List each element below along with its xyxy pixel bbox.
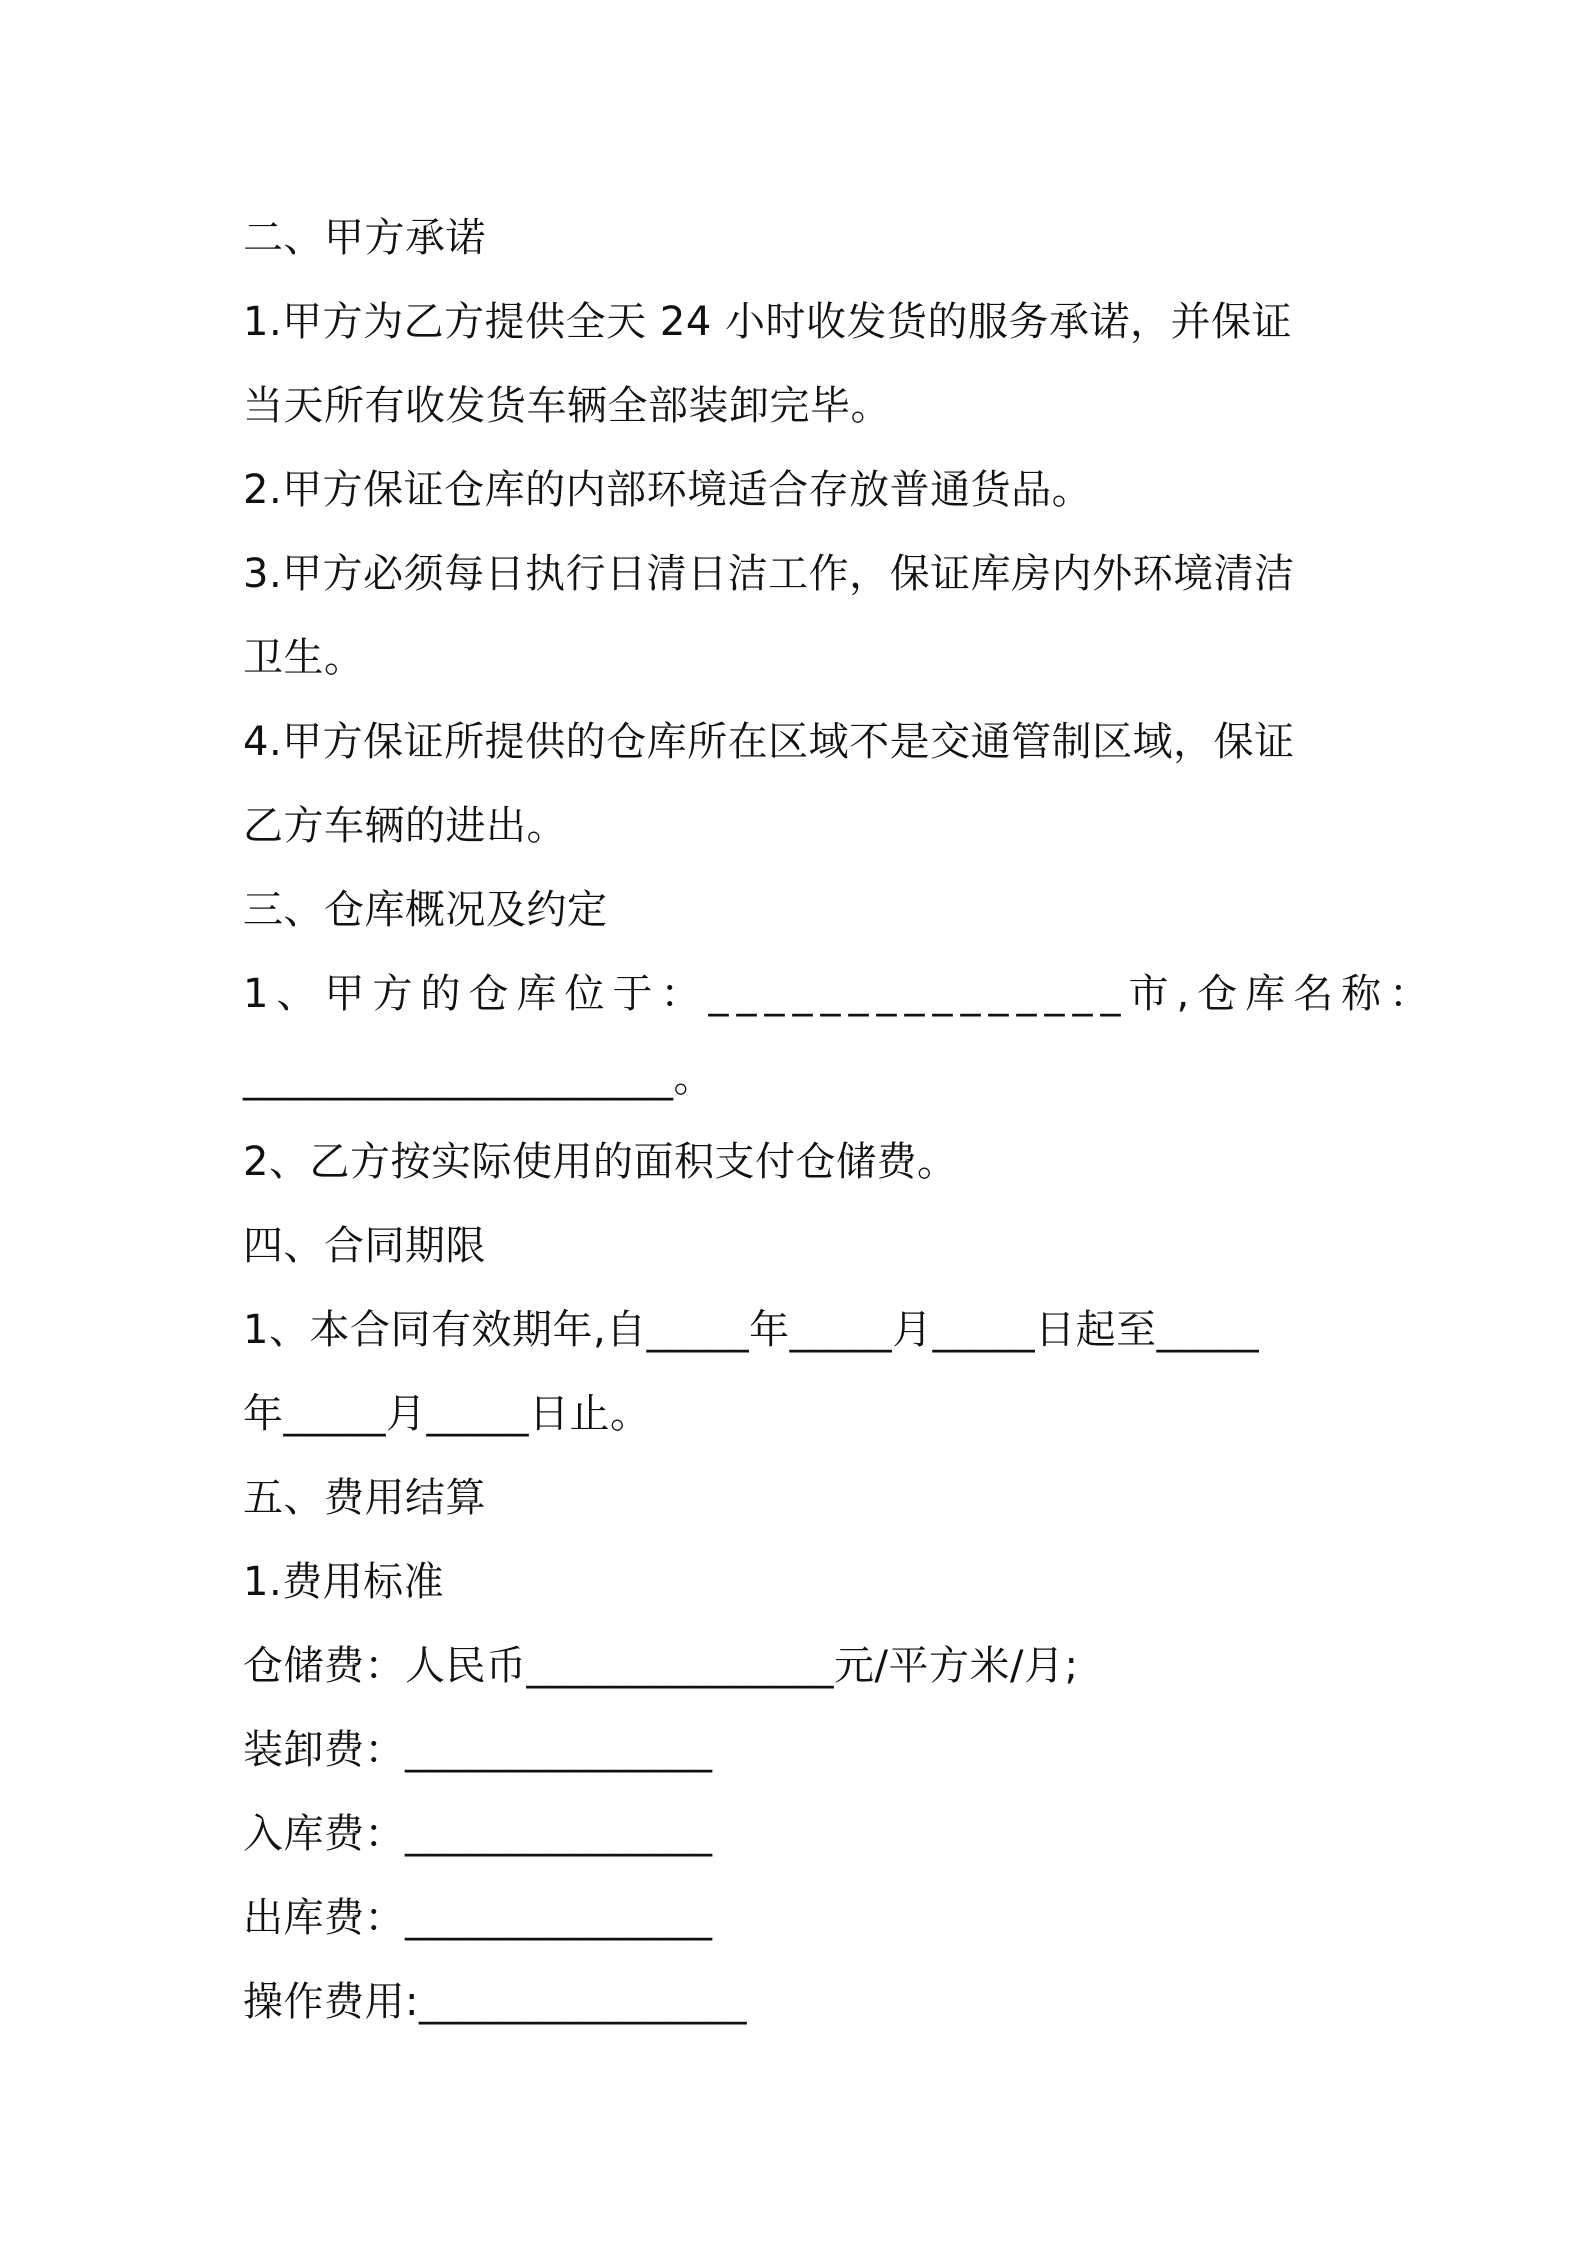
clause-2-2: 2.甲方保证仓库的内部环境适合存放普通货品。 (243, 467, 1093, 513)
clause-3-2: 2、乙方按实际使用的面积支付仓储费。 (243, 1139, 958, 1185)
clause-2-3: 3.甲方必须每日执行日清日洁工作，保证库房内外环境清洁 (243, 551, 1295, 597)
fee-operation: 操作费用:________________ (243, 1979, 747, 2025)
fee-storage: 仓储费：人民币_______________元/平方米/月; (243, 1643, 1079, 1689)
section-heading-5: 五、费用结算 (243, 1475, 486, 1521)
clause-2-4: 4.甲方保证所提供的仓库所在区域不是交通管制区域，保证 (243, 719, 1295, 765)
clause-3-1-cont: _____________________。 (243, 1055, 714, 1101)
clause-5-1: 1.费用标准 (243, 1559, 445, 1605)
fee-outbound: 出库费：_______________ (243, 1895, 713, 1941)
fee-loading: 装卸费：_______________ (243, 1727, 713, 1773)
section-heading-2: 二、甲方承诺 (243, 215, 486, 261)
fee-inbound: 入库费：_______________ (243, 1811, 713, 1857)
clause-4-1: 1、本合同有效期年,自_____年_____月_____日起至_____ (243, 1307, 1260, 1353)
clause-2-3-cont: 卫生。 (243, 635, 365, 681)
clause-2-1-cont: 当天所有收发货车辆全部装卸完毕。 (243, 383, 891, 429)
section-heading-4: 四、合同期限 (243, 1223, 486, 1269)
clause-3-1: 1、甲方的仓库位于：_______________市,仓库名称： (243, 971, 1438, 1017)
clause-2-1: 1.甲方为乙方提供全天 24 小时收发货的服务承诺，并保证 (243, 299, 1292, 345)
clause-4-1-cont: 年_____月_____日止。 (243, 1391, 651, 1437)
section-heading-3: 三、仓库概况及约定 (243, 887, 608, 933)
clause-2-4-cont: 乙方车辆的进出。 (243, 803, 567, 849)
document-body (243, 196, 1438, 2044)
